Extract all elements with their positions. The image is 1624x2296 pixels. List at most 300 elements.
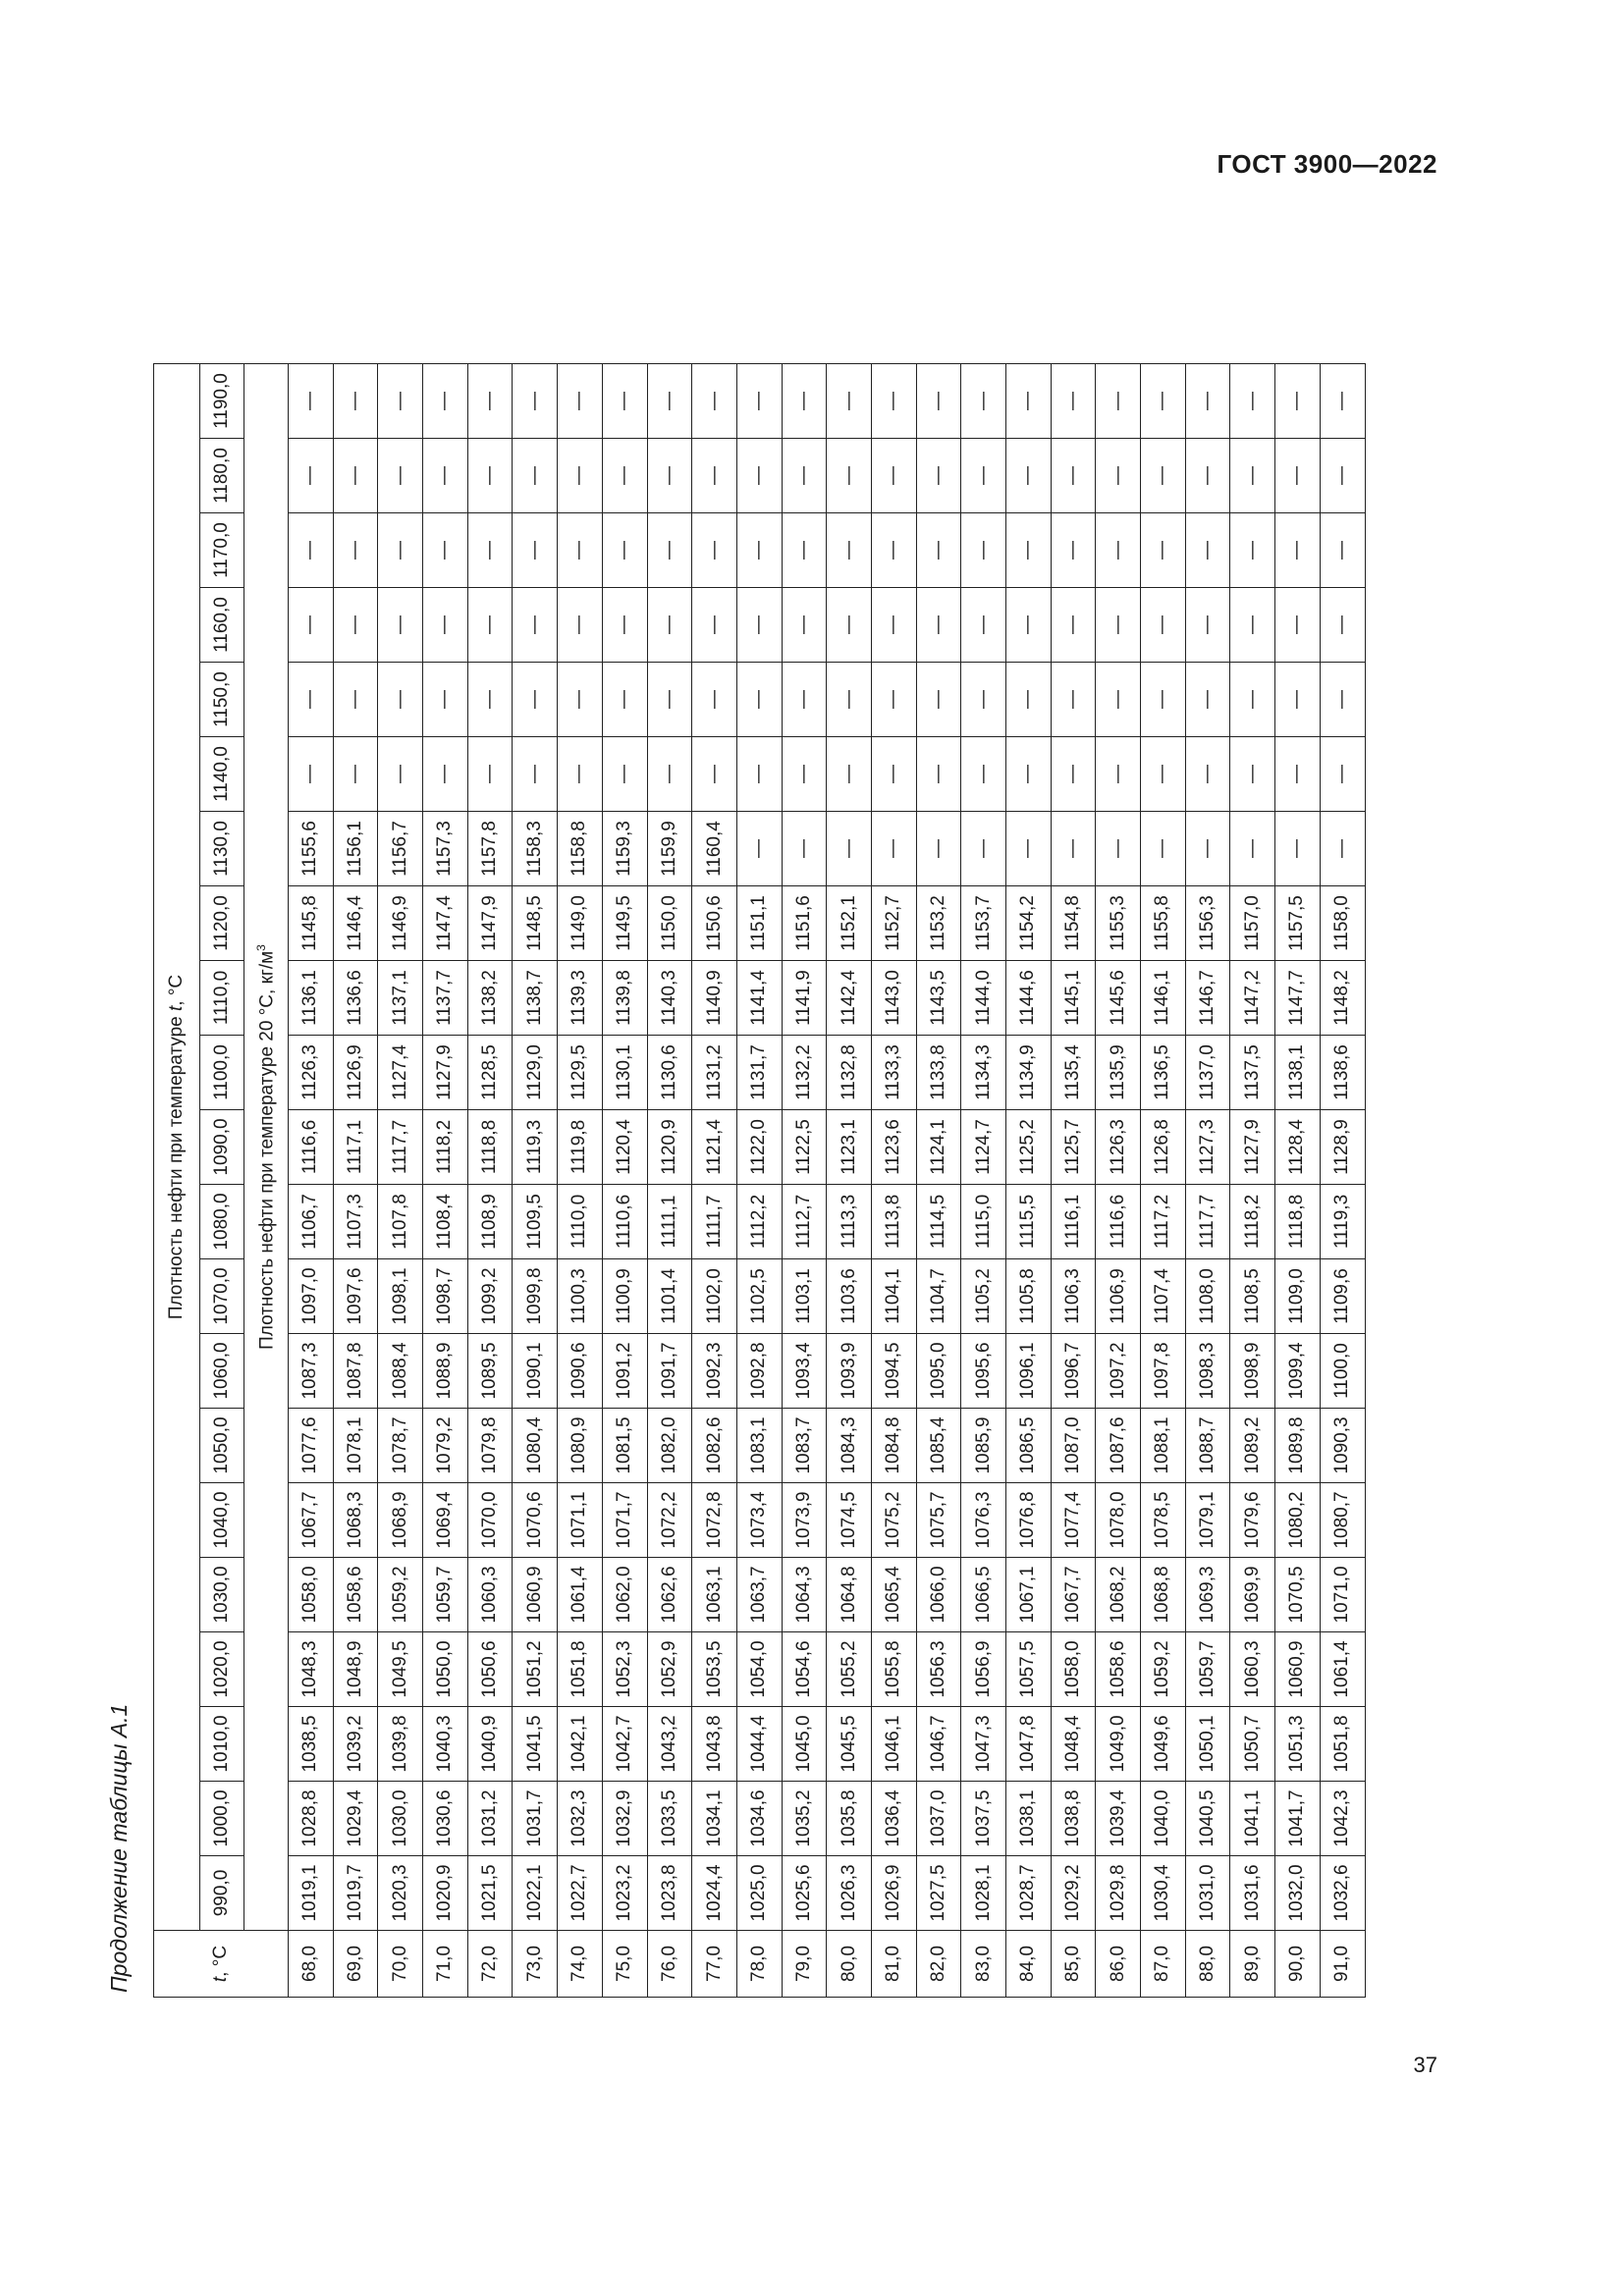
density-cell: 1116,6 <box>289 1110 334 1185</box>
table-row <box>782 364 827 1998</box>
density-cell: 1035,8 <box>827 1782 872 1856</box>
density-cell: 1152,7 <box>871 886 916 961</box>
density-cell: 1123,1 <box>827 1110 872 1185</box>
density-cell: 1069,3 <box>1185 1558 1230 1632</box>
temperature-cell: 79,0 <box>782 1931 827 1998</box>
density-cell: — <box>333 439 378 513</box>
density-cell: 1126,9 <box>333 1036 378 1110</box>
density-cell: 1058,0 <box>1051 1632 1096 1707</box>
table-row <box>602 364 647 1998</box>
density-cell: 1050,6 <box>467 1632 513 1707</box>
density-at-20c-header <box>244 364 289 1931</box>
density-cell: 1150,0 <box>647 886 692 961</box>
density-cell: — <box>558 588 603 663</box>
density-cell: — <box>692 439 737 513</box>
density-cell: 1087,8 <box>333 1334 378 1409</box>
density-cell: 1141,4 <box>736 961 782 1036</box>
density-cell: 1055,2 <box>827 1632 872 1707</box>
density-cell: 1080,9 <box>558 1409 603 1483</box>
density-cell: 1074,5 <box>827 1483 872 1558</box>
density-cell: 1107,3 <box>333 1185 378 1259</box>
density-cell: — <box>378 364 423 439</box>
density-cell: 1065,4 <box>871 1558 916 1632</box>
density-cell: 1151,6 <box>782 886 827 961</box>
density-cell: — <box>1320 513 1365 588</box>
density-cell: — <box>1185 812 1230 886</box>
density-cell: 1042,1 <box>558 1707 603 1782</box>
density-cell: 1104,1 <box>871 1259 916 1334</box>
temperature-cell: 72,0 <box>467 1931 513 1998</box>
density-cell: 1091,7 <box>647 1334 692 1409</box>
density-cell: 1150,6 <box>692 886 737 961</box>
density-cell: 1137,7 <box>423 961 468 1036</box>
header-text: Плотность нефти при температуре <box>166 1011 187 1320</box>
density-cell: 1145,8 <box>289 886 334 961</box>
density-cell: 1080,2 <box>1275 1483 1321 1558</box>
density-cell: 1146,7 <box>1185 961 1230 1036</box>
density-cell: — <box>1320 812 1365 886</box>
density-cell: 1134,9 <box>1006 1036 1052 1110</box>
density-cell: 1108,4 <box>423 1185 468 1259</box>
density-cell: 1158,8 <box>558 812 603 886</box>
density-cell: 1053,5 <box>692 1632 737 1707</box>
density-cell: — <box>1051 663 1096 737</box>
density-cell: — <box>1320 737 1365 812</box>
density-cell: 1120,9 <box>647 1110 692 1185</box>
density-cell: 1054,0 <box>736 1632 782 1707</box>
density-cell: — <box>1096 663 1141 737</box>
density-cell: 1028,7 <box>1006 1856 1052 1931</box>
density-cell: — <box>1141 439 1186 513</box>
density-cell: 1106,9 <box>1096 1259 1141 1334</box>
table-row <box>1141 364 1186 1998</box>
density-cell: 1073,4 <box>736 1483 782 1558</box>
density-cell: — <box>602 663 647 737</box>
density-cell: 1075,7 <box>916 1483 961 1558</box>
density-cell: — <box>1320 588 1365 663</box>
density-cell: — <box>871 663 916 737</box>
density-cell: 1113,3 <box>827 1185 872 1259</box>
density-cell: 1040,3 <box>423 1707 468 1782</box>
density-cell: 1125,7 <box>1051 1110 1096 1185</box>
density-cell: 1068,8 <box>1141 1558 1186 1632</box>
density-cell: — <box>1006 737 1052 812</box>
density-cell: 1068,3 <box>333 1483 378 1558</box>
density-cell: — <box>467 737 513 812</box>
density-cell: — <box>1230 513 1275 588</box>
density-cell: 1019,7 <box>333 1856 378 1931</box>
density-cell: 1025,6 <box>782 1856 827 1931</box>
temperature-cell: 76,0 <box>647 1931 692 1998</box>
temperature-cell: 83,0 <box>961 1931 1006 1998</box>
density-cell: 1075,2 <box>871 1483 916 1558</box>
density-cell: 1071,0 <box>1320 1558 1365 1632</box>
density-cell: 1089,2 <box>1230 1409 1275 1483</box>
density-cell: 1138,2 <box>467 961 513 1036</box>
density-cell: 1034,1 <box>692 1782 737 1856</box>
density-cell: — <box>423 663 468 737</box>
column-header-density: 1070,0 <box>200 1259 244 1334</box>
t-unit: , °С <box>210 1945 231 1977</box>
density-cell: 1061,4 <box>1320 1632 1365 1707</box>
density-cell: 1128,9 <box>1320 1110 1365 1185</box>
density-cell: 1135,4 <box>1051 1036 1096 1110</box>
density-cell: 1051,8 <box>558 1632 603 1707</box>
density-cell: 1070,5 <box>1275 1558 1321 1632</box>
density-cell: 1129,5 <box>558 1036 603 1110</box>
density-cell: — <box>333 588 378 663</box>
density-cell: — <box>1275 812 1321 886</box>
density-cell: 1147,7 <box>1275 961 1321 1036</box>
density-cell: — <box>602 737 647 812</box>
table-row <box>1275 364 1321 1998</box>
density-cell: — <box>827 812 872 886</box>
density-cell: 1056,3 <box>916 1632 961 1707</box>
density-cell: 1040,9 <box>467 1707 513 1782</box>
density-cell: 1114,5 <box>916 1185 961 1259</box>
density-cell: — <box>1230 812 1275 886</box>
density-cell: — <box>558 737 603 812</box>
density-cell: — <box>827 439 872 513</box>
density-cell: 1064,8 <box>827 1558 872 1632</box>
density-cell: 1047,8 <box>1006 1707 1052 1782</box>
density-cell: 1049,6 <box>1141 1707 1186 1782</box>
density-cell: 1097,6 <box>333 1259 378 1334</box>
density-cell: — <box>736 439 782 513</box>
density-cell: 1132,2 <box>782 1036 827 1110</box>
density-cell: 1097,0 <box>289 1259 334 1334</box>
density-cell: — <box>736 364 782 439</box>
density-cell: 1069,9 <box>1230 1558 1275 1632</box>
density-cell: 1119,8 <box>558 1110 603 1185</box>
density-cell: 1142,4 <box>827 961 872 1036</box>
density-cell: 1068,2 <box>1096 1558 1141 1632</box>
density-cell: 1070,6 <box>513 1483 558 1558</box>
density-cell: — <box>647 439 692 513</box>
density-cell: — <box>289 588 334 663</box>
density-cell: 1149,0 <box>558 886 603 961</box>
density-cell: 1156,3 <box>1185 886 1230 961</box>
density-cell: 1157,3 <box>423 812 468 886</box>
density-cell: — <box>602 588 647 663</box>
density-cell: 1025,0 <box>736 1856 782 1931</box>
column-header-density: 1160,0 <box>200 588 244 663</box>
density-cell: — <box>782 663 827 737</box>
density-cell: 1021,5 <box>467 1856 513 1931</box>
temperature-cell: 88,0 <box>1185 1931 1230 1998</box>
density-cell: 1089,5 <box>467 1334 513 1409</box>
density-cell: 1117,7 <box>1185 1185 1230 1259</box>
temperature-cell: 91,0 <box>1320 1931 1365 1998</box>
density-cell: 1036,4 <box>871 1782 916 1856</box>
density-cell: — <box>692 364 737 439</box>
table-row <box>1051 364 1096 1998</box>
density-cell: — <box>782 439 827 513</box>
column-header-density: 1180,0 <box>200 439 244 513</box>
density-cell: 1066,0 <box>916 1558 961 1632</box>
density-at-temperature-header <box>154 364 200 1931</box>
density-cell: — <box>1230 588 1275 663</box>
density-cell: — <box>1320 663 1365 737</box>
density-cell: 1076,3 <box>961 1483 1006 1558</box>
density-cell: 1137,5 <box>1230 1036 1275 1110</box>
page-number: 37 <box>1413 2053 1437 2077</box>
density-cell: 1153,7 <box>961 886 1006 961</box>
density-cell: 1155,8 <box>1141 886 1186 961</box>
density-cell: 1088,4 <box>378 1334 423 1409</box>
density-cell: — <box>513 588 558 663</box>
density-cell: 1098,9 <box>1230 1334 1275 1409</box>
density-cell: 1060,9 <box>1275 1632 1321 1707</box>
density-cell: — <box>736 663 782 737</box>
density-cell: — <box>333 513 378 588</box>
density-cell: — <box>1051 812 1096 886</box>
temperature-cell: 69,0 <box>333 1931 378 1998</box>
temperature-cell: 89,0 <box>1230 1931 1275 1998</box>
density-cell: — <box>1006 364 1052 439</box>
density-cell: — <box>782 812 827 886</box>
density-cell: 1079,8 <box>467 1409 513 1483</box>
density-cell: 1044,4 <box>736 1707 782 1782</box>
density-cell: 1028,8 <box>289 1782 334 1856</box>
density-cell: 1148,5 <box>513 886 558 961</box>
density-cell: 1040,5 <box>1185 1782 1230 1856</box>
density-cell: 1062,0 <box>602 1558 647 1632</box>
density-cell: 1087,3 <box>289 1334 334 1409</box>
density-cell: 1060,9 <box>513 1558 558 1632</box>
density-cell: — <box>513 737 558 812</box>
density-cell: 1080,4 <box>513 1409 558 1483</box>
density-cell: 1108,5 <box>1230 1259 1275 1334</box>
table-row <box>558 364 603 1998</box>
density-cell: 1029,8 <box>1096 1856 1141 1931</box>
density-cell: — <box>423 588 468 663</box>
density-cell: — <box>916 439 961 513</box>
density-cell: — <box>1141 364 1186 439</box>
density-cell: 1121,4 <box>692 1110 737 1185</box>
density-cell: — <box>1275 737 1321 812</box>
density-cell: 1093,9 <box>827 1334 872 1409</box>
density-cell: 1138,1 <box>1275 1036 1321 1110</box>
density-cell: 1037,0 <box>916 1782 961 1856</box>
density-cell: 1106,3 <box>1051 1259 1096 1334</box>
density-cell: 1067,7 <box>1051 1558 1096 1632</box>
density-cell: 1090,6 <box>558 1334 603 1409</box>
density-cell: — <box>1230 737 1275 812</box>
density-cell: 1092,8 <box>736 1334 782 1409</box>
density-cell: 1108,0 <box>1185 1259 1230 1334</box>
density-cell: — <box>692 663 737 737</box>
density-cell: 1157,0 <box>1230 886 1275 961</box>
density-cell: — <box>1275 663 1321 737</box>
density-cell: — <box>871 513 916 588</box>
density-cell: — <box>736 812 782 886</box>
density-cell: 1032,6 <box>1320 1856 1365 1931</box>
density-cell: 1062,6 <box>647 1558 692 1632</box>
density-cell: 1146,1 <box>1141 961 1186 1036</box>
density-cell: 1099,8 <box>513 1259 558 1334</box>
density-cell: 1031,7 <box>513 1782 558 1856</box>
density-cell: 1069,4 <box>423 1483 468 1558</box>
temperature-cell: 71,0 <box>423 1931 468 1998</box>
temperature-cell: 86,0 <box>1096 1931 1141 1998</box>
table-row <box>961 364 1006 1998</box>
density-cell: — <box>513 439 558 513</box>
density-cell: 1064,3 <box>782 1558 827 1632</box>
density-cell: 1038,1 <box>1006 1782 1052 1856</box>
density-cell: 1104,7 <box>916 1259 961 1334</box>
density-cell: 1096,7 <box>1051 1334 1096 1409</box>
density-cell: 1038,5 <box>289 1707 334 1782</box>
density-cell: 1031,0 <box>1185 1856 1230 1931</box>
density-cell: 1030,6 <box>423 1782 468 1856</box>
density-cell: — <box>423 439 468 513</box>
density-cell: — <box>647 737 692 812</box>
temperature-cell: 87,0 <box>1141 1931 1186 1998</box>
temperature-cell: 90,0 <box>1275 1931 1321 1998</box>
density-cell: — <box>378 663 423 737</box>
density-cell: 1127,4 <box>378 1036 423 1110</box>
density-cell: 1047,3 <box>961 1707 1006 1782</box>
density-cell: 1039,2 <box>333 1707 378 1782</box>
density-cell: 1137,1 <box>378 961 423 1036</box>
density-cell: 1045,0 <box>782 1707 827 1782</box>
density-cell: 1054,6 <box>782 1632 827 1707</box>
density-cell: — <box>916 663 961 737</box>
density-cell: 1091,2 <box>602 1334 647 1409</box>
density-cell: 1096,1 <box>1006 1334 1052 1409</box>
density-cell: 1085,9 <box>961 1409 1006 1483</box>
density-cell: 1026,3 <box>827 1856 872 1931</box>
density-cell: 1111,7 <box>692 1185 737 1259</box>
density-cell: 1029,2 <box>1051 1856 1096 1931</box>
table-row <box>289 364 334 1998</box>
density-cell: 1154,8 <box>1051 886 1096 961</box>
column-header-density: 1130,0 <box>200 812 244 886</box>
column-header-density: 1170,0 <box>200 513 244 588</box>
density-cell: 1037,5 <box>961 1782 1006 1856</box>
density-cell: 1031,6 <box>1230 1856 1275 1931</box>
density-cell: 1094,5 <box>871 1334 916 1409</box>
density-cell: 1118,2 <box>1230 1185 1275 1259</box>
density-cell: 1038,8 <box>1051 1782 1096 1856</box>
density-cell: 1032,3 <box>558 1782 603 1856</box>
density-cell: 1059,2 <box>1141 1632 1186 1707</box>
density-cell: — <box>871 364 916 439</box>
density-cell: 1040,0 <box>1141 1782 1186 1856</box>
density-cell: 1115,5 <box>1006 1185 1052 1259</box>
density-cell: 1048,9 <box>333 1632 378 1707</box>
table-row <box>871 364 916 1998</box>
density-cell: — <box>289 663 334 737</box>
density-cell: 1131,7 <box>736 1036 782 1110</box>
density-cell: 1100,0 <box>1320 1334 1365 1409</box>
density-cell: 1110,0 <box>558 1185 603 1259</box>
density-cell: 1132,8 <box>827 1036 872 1110</box>
table-row <box>827 364 872 1998</box>
density-cell: 1059,7 <box>423 1558 468 1632</box>
density-cell: 1117,7 <box>378 1110 423 1185</box>
column-header-density: 1040,0 <box>200 1483 244 1558</box>
density-cell: — <box>961 663 1006 737</box>
density-cell: 1111,1 <box>647 1185 692 1259</box>
density-cell: 1133,3 <box>871 1036 916 1110</box>
density-cell: 1157,8 <box>467 812 513 886</box>
density-cell: 1127,3 <box>1185 1110 1230 1185</box>
density-cell: — <box>333 737 378 812</box>
density-cell: 1045,5 <box>827 1707 872 1782</box>
density-cell: 1140,3 <box>647 961 692 1036</box>
density-cell: 1100,3 <box>558 1259 603 1334</box>
density-cell: 1138,6 <box>1320 1036 1365 1110</box>
density-cell: — <box>961 439 1006 513</box>
density-cell: 1159,9 <box>647 812 692 886</box>
density-cell: 1039,4 <box>1096 1782 1141 1856</box>
density-cell: 1109,5 <box>513 1185 558 1259</box>
density-cell: 1145,1 <box>1051 961 1096 1036</box>
density-cell: 1090,1 <box>513 1334 558 1409</box>
density-cell: 1027,5 <box>916 1856 961 1931</box>
density-cell: — <box>558 513 603 588</box>
density-cell: 1137,0 <box>1185 1036 1230 1110</box>
density-cell: 1160,4 <box>692 812 737 886</box>
density-cell: 1101,4 <box>647 1259 692 1334</box>
density-cell: 1083,7 <box>782 1409 827 1483</box>
density-cell: — <box>289 737 334 812</box>
density-cell: 1061,4 <box>558 1558 603 1632</box>
density-cell: — <box>1006 588 1052 663</box>
density-cell: 1046,1 <box>871 1707 916 1782</box>
density-cell: — <box>467 364 513 439</box>
density-cell: 1134,3 <box>961 1036 1006 1110</box>
density-cell: — <box>1141 737 1186 812</box>
density-cell: 1088,7 <box>1185 1409 1230 1483</box>
density-cell: 1079,2 <box>423 1409 468 1483</box>
density-cell: 1138,7 <box>513 961 558 1036</box>
density-cell: 1099,2 <box>467 1259 513 1334</box>
temperature-cell: 82,0 <box>916 1931 961 1998</box>
density-cell: 1020,9 <box>423 1856 468 1931</box>
density-cell: — <box>871 588 916 663</box>
density-cell: — <box>1006 663 1052 737</box>
density-cell: 1057,5 <box>1006 1632 1052 1707</box>
density-cell: — <box>827 737 872 812</box>
column-header-density: 990,0 <box>200 1856 244 1931</box>
density-cell: 1078,0 <box>1096 1483 1141 1558</box>
density-cell: — <box>961 588 1006 663</box>
temperature-cell: 80,0 <box>827 1931 872 1998</box>
density-cell: 1033,5 <box>647 1782 692 1856</box>
density-cell: 1157,5 <box>1275 886 1321 961</box>
density-cell: 1117,1 <box>333 1110 378 1185</box>
subheader-superscript: 3 <box>253 944 268 951</box>
density-cell: 1060,3 <box>1230 1632 1275 1707</box>
density-cell: — <box>1185 588 1230 663</box>
density-cell: 1030,4 <box>1141 1856 1186 1931</box>
density-cell: 1135,9 <box>1096 1036 1141 1110</box>
density-cell: 1110,6 <box>602 1185 647 1259</box>
density-cell: — <box>467 513 513 588</box>
density-cell: — <box>1141 513 1186 588</box>
density-cell: — <box>782 737 827 812</box>
density-cell: 1158,0 <box>1320 886 1365 961</box>
temperature-cell: 84,0 <box>1006 1931 1052 1998</box>
column-header-density: 1010,0 <box>200 1707 244 1782</box>
density-cell: 1136,5 <box>1141 1036 1186 1110</box>
density-cell: 1122,0 <box>736 1110 782 1185</box>
table-row <box>467 364 513 1998</box>
column-header-density: 1150,0 <box>200 663 244 737</box>
